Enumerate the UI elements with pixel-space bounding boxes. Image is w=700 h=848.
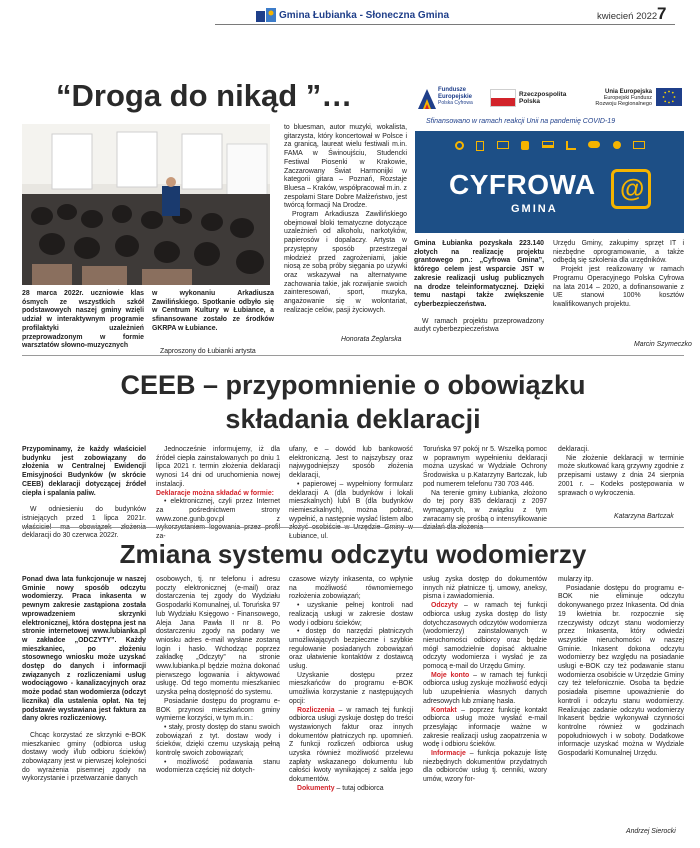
at-sign-icon: @ bbox=[611, 169, 651, 209]
fundusze-europejskie-icon bbox=[418, 87, 436, 109]
banner-icon-row bbox=[455, 141, 645, 155]
wodomierze-benefit-3: • uzyskanie pełnej kontroli nad realizacją usługi w zakresie dostaw wody i odbioru ścieków; bbox=[289, 602, 413, 627]
lock-icon bbox=[521, 141, 529, 150]
monitor-icon bbox=[497, 141, 509, 149]
cyfrowa-gmina-banner bbox=[415, 131, 684, 233]
wodomierze-rozliczenia bbox=[289, 707, 413, 785]
wodomierze-benefit-1: • stały, prosty dostęp do stanu swoich zobowiązań z tyt. dostaw wody i ścieków, dzięki czemu uzyskają pełną kontrolę swoich zobowiązań; bbox=[156, 723, 280, 758]
dokumenty-text: – tutaj odbiorca bbox=[336, 784, 384, 792]
caption-continuation: w wykonaniu Arkadiusza Zawilińskiego. Spotkanie odbyło się w Centrum Kultury w Łubiance, a sfinansowane zostało ze środków GKRPA w Łubiance. bbox=[152, 290, 274, 332]
eu-flag-icon bbox=[656, 88, 682, 106]
issue-date: kwiecień 2022 bbox=[597, 11, 658, 22]
wodomierze-lead: Ponad dwa lata funkcjonuje w naszej Gminie nowy sposób odczytu wodomierzy. Praca inkasenta w pewnym zakresie zastąpiona została wprowadzeniem skrzynki elektronicznej, która dostępna jest na stronie internetowej www.lubianka.pl w zakładce „ODCZYTY”. Każdy mieszkaniec, po złożeniu stosownego wniosku może uzyskać dostęp do danych i informacji związanych z rozliczeniami usług wodociągowo - kanalizacyjnych oraz może podać stan wodomierza (odczyt licznika) dla ustalenia opłat. Na tej podstawie wystawiana jest faktura za dany okres rozliczeniowy. bbox=[22, 576, 146, 723]
article-cyfrowa-column-2 bbox=[553, 240, 684, 310]
article-cyfrowa-paragraph-2: Urzędu Gminy, zakupimy sprzęt IT i niezbędne oprogramowanie, a także odbędą się szkolenia dla urzędników. bbox=[553, 240, 684, 265]
section-divider-2 bbox=[22, 527, 684, 528]
ceeb-paragraph-7: Nie złożenie deklaracji w terminie może skutkować karą grzywny zgodnie z przepisami ustawy z dnia 24 sierpnia 2001 r. – Kodeks postępowania w sprawach o wykroczenia. bbox=[558, 454, 684, 497]
wodomierze-column-3 bbox=[289, 576, 413, 794]
wodomierze-benefit-2: • możliwość podawania stanu wodomierza częściej niż dotych- bbox=[156, 758, 280, 775]
wodomierze-paragraph-6: usług zyska dostęp do dokumentów innych niż płatnicze tj. umowy, aneksy, pisma i zawiadomienia. bbox=[423, 576, 547, 601]
user-icon bbox=[613, 141, 621, 149]
newspaper-title: Gmina Łubianka - Słoneczna Gmina bbox=[279, 10, 450, 21]
ceeb-forms-heading: Deklaracje można składać w formie: bbox=[156, 489, 274, 497]
article-title-ceeb bbox=[22, 368, 684, 436]
ceeb-lead: Przypominamy, że każdy właściciel budynku jest zobowiązany do złożenia w Centralnej Ewidencji Emisyjności Budynków (w skrócie CEEB) deklaracji dotyczącej źródeł ciepła i spalania paliw. bbox=[22, 446, 146, 497]
covid-funding-tagline: Sfinansowano w ramach reakcji Unii na pandemię COVID-19 bbox=[426, 118, 616, 125]
ceeb-column-4 bbox=[423, 446, 547, 533]
wodomierze-column-5 bbox=[558, 576, 684, 759]
rozliczenia-text: – w ramach tej funkcji odbiorca usługi zyskuje dostęp do treści wystawionych faktur oraz innych dokumentów płatniczych np. upomnień. Z funkcji rozliczeń odbiorca usług uzyska również możliwość przelewu zapłaty wskazanego dokumentu lub całości kwoty wynikającej z salda jego dokumentów. bbox=[289, 706, 413, 784]
ceeb-paragraph-4: Toruńska 97 pokój nr 5. Wszelką pomoc w poprawnym wypełnieniu deklaracji można uzyskać w Wydziale Ochrony Środowiska u p.Katarzyny Bartczak, lub pod numerem telefonu 730 703 446. bbox=[423, 446, 547, 488]
ceeb-paragraph-3: ufany, e – dowód lub bankowość elektroniczną. Jest to najszybszy oraz najwygodniejszy sposób złożenia deklaracji, bbox=[289, 446, 413, 480]
document-icon bbox=[476, 141, 484, 151]
cloud-icon bbox=[588, 141, 600, 148]
wodomierze-dokumenty bbox=[289, 785, 413, 794]
wodomierze-kontakt bbox=[423, 707, 547, 751]
ceeb-paragraph-2: Jednocześnie informujemy, iż dla źródeł ciepła zainstalowanych po dniu 1 lipca 2021 r. termin złożenia deklaracji wynosi 14 dni od uruchomienia nowej instalacji. bbox=[156, 446, 280, 488]
wodomierze-paragraph-1: Chcąc korzystać ze skrzynki e-BOK mieszkaniec gminy (odbiorca usług dostawy wody i/lub odbioru ścieków) zobowiązany jest w pierwszej kolejności do wyrażenia pisemnej zgody na wykorzystanie i przetwarzanie danych bbox=[22, 731, 146, 783]
rp-line-2: Polska bbox=[519, 98, 540, 105]
odczyty-text: – w ramach tej funkcji odbiorca usług zyska dostęp do listy dotychczasowych odczytów wodomierza (wodomierzy) zainstalowanych w nieruchomości odbiorcy oraz będzie mógł samodzielnie dopisać aktualne odczyty wodomierza i wysłać je za pomocą e-mail do Urzędu Gminy. bbox=[423, 602, 547, 671]
dokumenty-label: Dokumenty bbox=[297, 784, 335, 792]
banner-subtitle: GMINA bbox=[511, 203, 558, 215]
section-divider-1 bbox=[22, 355, 684, 356]
ceeb-paragraph-6: deklaracji. bbox=[558, 446, 590, 453]
moje-konto-text: – w ramach tej funkcji odbiorca usług zyskuje możliwość edycji lub uzupełnienia własnych danych adresowych lub zmianę hasła. bbox=[423, 671, 547, 705]
article-title-droga: “Droga do nikąd ”… bbox=[56, 78, 353, 113]
informacje-label: Informacje bbox=[431, 750, 466, 758]
wodomierze-column-1 bbox=[22, 576, 146, 784]
gear-icon bbox=[455, 141, 464, 150]
author-zeglarska: Honorata Żeglarska bbox=[341, 336, 402, 343]
wodomierze-paragraph-4: czasowe wizyty inkasenta, co wpłynie na możliwość równomiernego rozłożenia zobowiązań; bbox=[289, 576, 413, 601]
ue-line-1: Unia Europejska bbox=[604, 89, 652, 95]
workshop-photo bbox=[22, 124, 270, 285]
article-cyfrowa-paragraph-1: W ramach projektu przeprowadzony audyt cyberbezpieczeństwa bbox=[414, 317, 544, 334]
header-rule bbox=[215, 24, 675, 25]
photo-caption: 28 marca 2022r. uczniowie klas ósmych ze wszystkich szkół podstawowych naszej gminy wzięli udział w interaktywnym programie profilaktyki uzależnień przeprowadzonym w formie warsztatów słowno-muzycznych bbox=[22, 290, 144, 350]
polish-flag-icon bbox=[490, 89, 516, 107]
gmina-logo-icon bbox=[256, 8, 276, 22]
article-droga-column-2 bbox=[152, 290, 274, 356]
wodomierze-informacje bbox=[423, 750, 547, 785]
odczyty-label: Odczyty bbox=[431, 602, 458, 610]
ceeb-title-line-2: składania deklaracji bbox=[225, 404, 481, 434]
fe-line-2: Europejskie bbox=[438, 93, 473, 100]
ceeb-paragraph-5: Na terenie gminy Łubianka, złożono do tej pory 835 deklaracji z 2097 wymaganych, w związku z tym zwracamy się prośbą o intensyfikowanie bbox=[423, 489, 547, 523]
author-sierocki: Andrzej Sierocki bbox=[626, 828, 676, 835]
eu-logos-strip bbox=[418, 86, 684, 114]
wodomierze-paragraph-8: Posiadanie dostępu do programu e-BOK nie eliminuje odczytu dokonywanego przez Inkasenta. Od dnia 19 kwietnia br. rozpocznie się rzeczywisty odczyt stanu wodomierzy przez Inkasenta, który odwiedzi wszystkie nieruchomości w naszej Gminie. Inkasent dokona odczytu wodomierzy bez względu na posiadanie usługi e-BOK czy też podawanie stanu wodomierza osobiście w Urzędzie Gminy czy też telefonicznie. Osoba ta będzie posiadała pisemne upoważnienie do kontroli i odczytu stanu wodomierzy. Realizując zadanie odczytu wodomierzy Inkasent będzie wykonywał czynności kontrolne również w godzinach popołudniowych i w soboty. Dodatkowe informacje uzyskać można w Wydziale Gospodarki Komunalnej Urzędu. bbox=[558, 584, 684, 758]
article-droga-text-start: Zaproszony do Łubianki artysta bbox=[160, 347, 256, 355]
article-title-wodomierze: Zmiana systemu odczytu wodomierzy bbox=[119, 539, 587, 569]
article-cyfrowa-paragraph-3: Projekt jest realizowany w ramach Programu Operacyjnego Polska Cyfrowa na lata 2014 – 2020, a dofinansowanie z UE stanowi 100% kosztów kwalifikowanych projektu. bbox=[553, 266, 684, 308]
page-header bbox=[0, 0, 700, 36]
chart-icon bbox=[566, 141, 576, 150]
wodomierze-paragraph-5: Uzyskanie dostępu przez mieszkańców do programu e-BOK umożliwia korzystanie z następujących opcji: bbox=[289, 671, 413, 705]
article-droga-column-3 bbox=[284, 124, 407, 315]
laptop-icon bbox=[542, 141, 554, 148]
workshop-photo-illustration bbox=[22, 124, 270, 285]
wodomierze-odczyty bbox=[423, 602, 547, 672]
moje-konto-label: Moje konto bbox=[431, 671, 470, 679]
kontakt-text: – poprzez funkcję kontakt odbiorca usług może wysłać e-mail przesyłając informacje ważne w zakresie realizacji usług zaopatrzenia w wodę i odbioru ścieków. bbox=[423, 706, 548, 749]
article-cyfrowa-lead: Gmina Łubianka pozyskała 223.140 złotych na realizację projektu grantowego pn.: „Cyfrowa Gmina”, którego celem jest wsparcie JST w zakresie realizacji usług publicznych na drodze teleinformatycznej. Dzięki temu nastąpi także zwiększenie cyberbezpieczeństwa. bbox=[414, 240, 544, 308]
article-droga-paragraph-2: Program Arkadiusza Zawilińskiego obejmował bloki tematyczne dotyczące uzależnień od alkoholu, narkotyków, papierosów i dopalaczy. Artysta w przystępny sposób przestrzegał młodzież przed zagrożeniami, jakie niosą ze sobą próby sięgania po używki oraz wskazywał na alternatywne zachowania takie, jak rozwijanie swoich zainteresowań, sport, muzyka, angażowanie się w wolontariat, realizacje celów, pasji życiowych. bbox=[284, 211, 407, 314]
wodomierze-benefit-4: • dostęp do narzędzi płatniczych umożliwiających bezpieczne i szybkie regulowanie posiadanych zobowiązań oraz ułatwienie kontaktów z dostawcą usług. bbox=[289, 628, 413, 671]
banner-title: CYFROWA bbox=[449, 169, 596, 200]
fundusze-europejskie-label bbox=[438, 87, 473, 107]
rp-line-1: Rzeczpospolita bbox=[519, 91, 567, 98]
ceeb-paragraph-1: W odniesieniu do budynków istniejących przed 1 lipca 2021r. deklaracji do 30 czerwca 2022r. bbox=[22, 506, 146, 540]
article-droga-paragraph-1: to bluesman, autor muzyki, wokalista, gitarzysta, który koncertował w Polsce i za granicą, laureat wielu festiwali m.in. FAMA w Świnoujściu, Studencki Festiwal Piosenki w Krakowie, Zaczarowany Świat Harmonijki w kategorii gitara – Poznań, Rozstaje Bluesa – Kraków, współpracował m.in. z zespołami Stare Dobre Małżeństwo, jest twórcą formacji Na Drodze. bbox=[284, 124, 407, 210]
rozliczenia-label: Rozliczenia bbox=[297, 706, 335, 714]
wodomierze-paragraph-2: osobowych, tj. nr telefonu i adresu poczty elektronicznej (e-mail) oraz dostarczenia tej zgody do Wydziału Gospodarki Komunalnej, ul. Toruńska 97 lub Wydziału Księgowo - Finansowego, Aleja Jana Pawła II nr 8. Po dostarczeniu zgody na podany we wniosku adres e-mail wysłane zostaną login i hasło. Wchodząc poprzez zakładkę „Odczyty” na stronie www.lubianka.pl będzie można dokonać pierwszego logowania i aktywować usługę. Od tego momentu mieszkaniec uzyska pełną dostępność do systemu. bbox=[156, 576, 280, 697]
unia-europejska-label bbox=[588, 89, 652, 107]
article-cyfrowa-column-1 bbox=[414, 240, 544, 335]
kontakt-label: Kontakt bbox=[431, 706, 457, 714]
author-bartczak: Katarzyna Bartczak bbox=[614, 513, 674, 520]
wodomierze-column-4 bbox=[423, 576, 547, 785]
ceeb-title-line-1: CEEB – przypomnienie o obowiązku bbox=[120, 370, 586, 400]
page-number: 7 bbox=[657, 4, 667, 23]
author-szymeczko: Marcin Szymeczko bbox=[634, 341, 692, 348]
ceeb-column-5 bbox=[558, 446, 684, 498]
ceeb-electronic-form: • elektronicznej, czyli przez Internet za pośrednictwem strony www.zone.gunb.gov.pl z za- bbox=[156, 498, 280, 541]
ue-line-2: Europejski Fundusz bbox=[603, 95, 652, 101]
mail-icon bbox=[633, 141, 645, 149]
ue-line-3: Rozwoju Regionalnego bbox=[595, 101, 652, 107]
fe-line-1: Fundusze bbox=[438, 87, 466, 93]
wodomierze-paragraph-7: mularzy itp. bbox=[558, 576, 594, 583]
rzeczpospolita-polska-label bbox=[519, 91, 566, 105]
fe-line-3: Polska Cyfrowa bbox=[438, 100, 473, 106]
wodomierze-moje-konto bbox=[423, 672, 547, 707]
informacje-text: – funkcja pokazuje listę niezbędnych dokumentów przydatnych dla odbiorców usług tj. cenniki, wzory umów, wzory for- bbox=[423, 750, 548, 784]
wodomierze-column-2 bbox=[156, 576, 280, 776]
ceeb-paper-form: • papierowej – wypełniony formularz deklaracji A (dla budynków i lokali mieszkalnych) lub/i B (dla budynków niemieszkalnych), można pobrać, wypełnić, a następnie wysłać listem albo Łubiance, ul. bbox=[289, 480, 413, 541]
wodomierze-paragraph-3: Posiadanie dostępu do programu e-BOK przynosi mieszkańcom gminy wymierne korzyści, w tym m.in.: bbox=[156, 697, 280, 723]
